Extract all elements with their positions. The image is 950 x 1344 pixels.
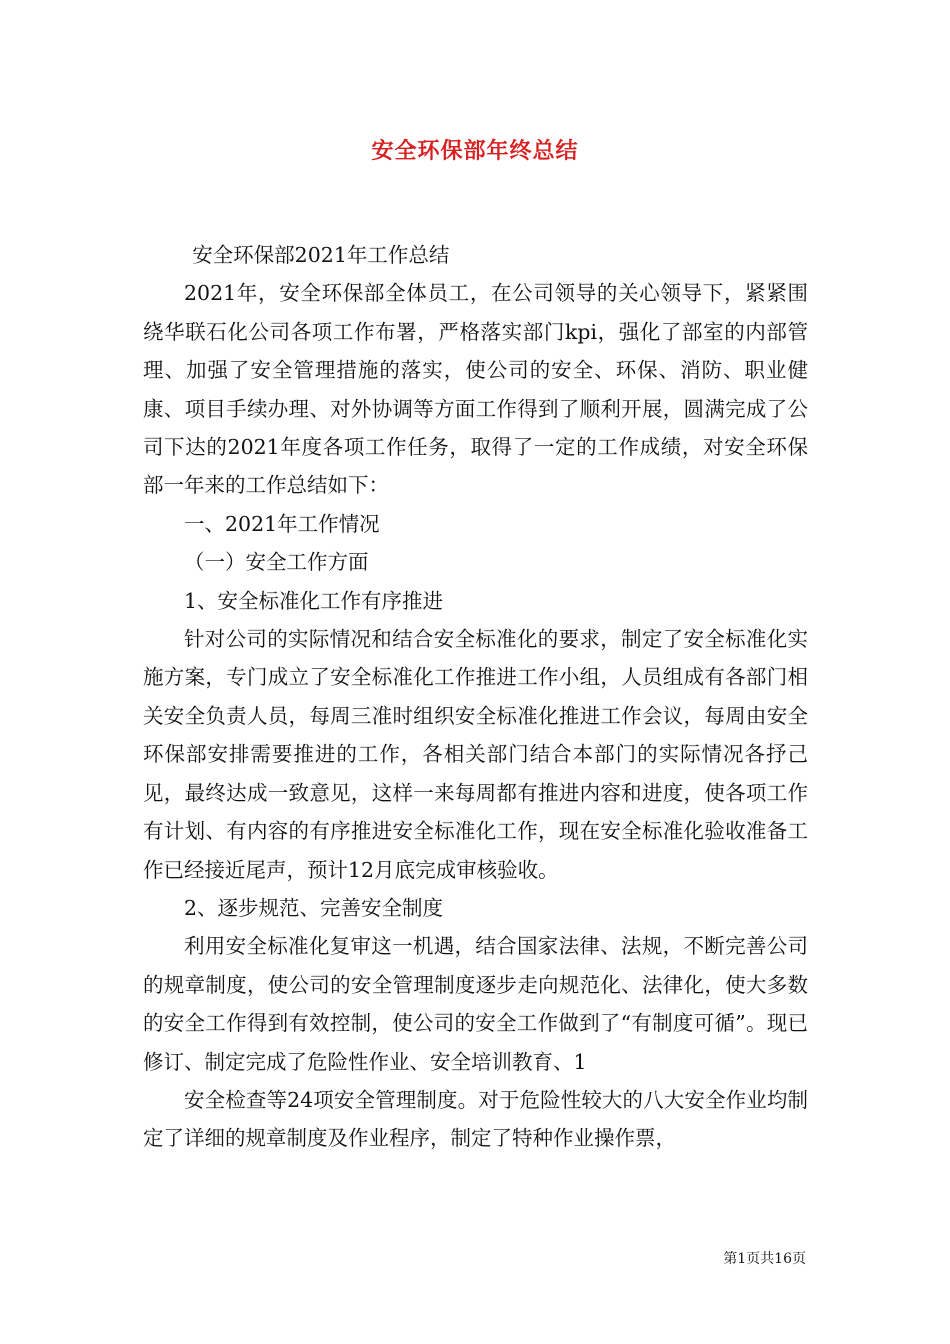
document-title: 安全环保部年终总结	[371, 138, 579, 164]
item-heading-1: 1、安全标准化工作有序推进	[184, 588, 444, 613]
section-heading-1: 一、2021年工作情况	[184, 511, 380, 536]
document-body	[143, 236, 808, 1158]
item-heading-2: 2、逐步规范、完善安全制度	[184, 895, 444, 920]
paragraph-standardization: 针对公司的实际情况和结合安全标准化的要求，制定了安全标准化实施方案，专门成立了安全标准化工作推进工作小组，人员组成有各部门相关安全负责人员，每周三准时组织安全标准化推进工作会议，每周由安全环保部安排需要推进的工作，各相关部门结合本部门的实际情况各抒己见，最终达成一致意见，这样一来每周都有推进内容和进度，使各项工作有计划、有内容的有序推进安全标准化工作，现在安全标准化验收准备工作已经接近尾声，预计12月底完成审核验收。	[143, 627, 808, 882]
paragraph-continuation: 安全检查等24项安全管理制度。对于危险性较大的八大安全作业均制定了详细的规章制度及作业程序，制定了特种作业操作票，	[143, 1087, 808, 1151]
paragraph-regulations: 利用安全标准化复审这一机遇，结合国家法律、法规，不断完善公司的规章制度，使公司的安全管理制度逐步走向规范化、法律化，使大多数的安全工作得到有效控制，使公司的安全工作做到了“有制度可循”。现已修订、制定完成了危险性作业、安全培训教育、1	[143, 934, 808, 1074]
subsection-heading-safety: （一）安全工作方面	[184, 550, 369, 575]
page-number-footer: 第1页共16页	[723, 1251, 806, 1267]
section-heading: 安全环保部2021年工作总结	[192, 243, 450, 267]
intro-paragraph: 2021年，安全环保部全体员工，在公司领导的关心领导下，紧紧围绕华联石化公司各项工作布署，严格落实部门kpi，强化了部室的内部管理、加强了安全管理措施的落实，使公司的安全、环保、消防、职业健康、项目手续办理、对外协调等方面工作得到了顺利开展，圆满完成了公司下达的2021年度各项工作任务，取得了一定的工作成绩，对安全环保部一年来的工作总结如下：	[143, 281, 808, 498]
